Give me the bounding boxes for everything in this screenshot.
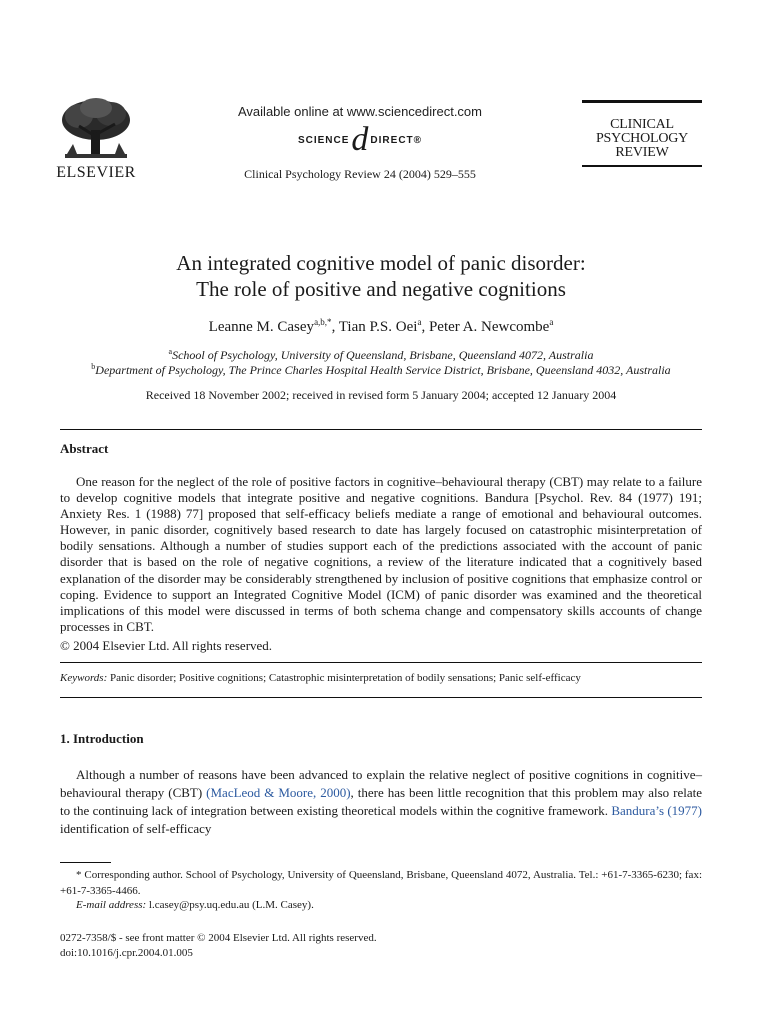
abstract-heading: Abstract <box>60 441 109 456</box>
sd-right-word: DIRECT® <box>370 134 423 146</box>
title-line: The role of positive and negative cognitions <box>196 277 566 301</box>
issn-line: 0272-7358/$ - see front matter © 2004 Elsevier Ltd. All rights reserved. <box>60 932 377 944</box>
paper-title <box>60 250 702 302</box>
journal-logo-line: REVIEW <box>615 145 669 160</box>
footnote-rule <box>60 862 111 863</box>
author-name: Tian P.S. Oei <box>338 319 418 335</box>
author-list: Leanne M. Casey$^{a,b,*}$, Tian P.S. Oei$^a$, Peter A. Newcombe$^a$ <box>208 317 554 335</box>
intro-text: identification of self-efficacy <box>60 821 212 836</box>
sciencedirect-logo <box>230 123 490 157</box>
abstract-copyright: © 2004 Elsevier Ltd. All rights reserved. <box>60 638 273 653</box>
journal-logo-line: PSYCHOLOGY <box>595 131 689 146</box>
elsevier-logo <box>56 96 136 182</box>
sd-mark-icon: d <box>351 121 369 158</box>
keywords-label: Keywords: <box>60 672 108 684</box>
divider <box>60 697 702 698</box>
sd-left-word: SCIENCE <box>297 134 350 146</box>
intro-text: , there has been little recognition that this problem may also relate to the continuing lack of integration between existing theoretical models within the cognitive framework. <box>60 785 703 818</box>
journal-logo-title <box>582 103 702 165</box>
divider <box>60 429 702 430</box>
author-sup[interactable]: a <box>549 317 554 327</box>
affiliation-text: School of Psychology, University of Queensland, Brisbane, Queensland 4072, Australia <box>172 348 594 362</box>
author-sup[interactable]: a <box>417 317 422 327</box>
affiliation-a <box>60 347 702 363</box>
available-online-text[interactable]: Available online at www.sciencedirect.com <box>238 104 482 119</box>
intro-text: Although a number of reasons have been advanced to explain the relative neglect of positive cognitions in cognitive–behavioural therapy (CBT) <box>60 767 702 800</box>
keywords <box>60 672 702 684</box>
section-heading: 1. Introduction <box>60 731 144 746</box>
elsevier-tree-icon <box>57 96 135 166</box>
title-line: An integrated cognitive model of panic disorder: <box>176 251 586 275</box>
keywords-list: Panic disorder; Positive cognitions; Catastrophic misinterpretation of bodily sensations; Panic self-efficacy <box>110 672 581 684</box>
citation-link[interactable]: Bandura’s (1977) <box>611 803 702 818</box>
author-name: Leanne M. Casey <box>208 319 315 335</box>
affiliation-b <box>60 362 702 378</box>
email-line <box>76 899 314 911</box>
journal-reference: Clinical Psychology Review 24 (2004) 529–555 <box>244 167 476 181</box>
sciencedirect-block <box>230 104 490 157</box>
journal-logo-bottom-rule <box>582 165 702 167</box>
received-dates: Received 18 November 2002; received in revised form 5 January 2004; accepted 12 January 2004 <box>145 388 617 402</box>
author-sup[interactable]: a,b,* <box>314 317 332 327</box>
journal-logo <box>582 100 702 167</box>
citation-link[interactable]: (MacLeod & Moore, 2000) <box>206 785 351 800</box>
affiliation-mark: a <box>168 347 173 356</box>
intro-paragraph <box>60 766 702 838</box>
email-label: E-mail address: <box>76 899 147 911</box>
divider <box>60 662 702 663</box>
corresponding-author-footnote: * Corresponding author. School of Psychology, University of Queensland, Brisbane, Queensland 4072, Australia. Tel.: +61-7-3365-6230; fax: +61-7-3365-4466. <box>60 869 702 897</box>
doi-line[interactable]: doi:10.1016/j.cpr.2004.01.005 <box>60 947 193 959</box>
journal-logo-line: CLINICAL <box>610 117 674 132</box>
affiliation-mark: b <box>91 362 96 371</box>
affiliation-text: Department of Psychology, The Prince Charles Hospital Health Service District, Brisbane, Queensland 4032, Australia <box>95 363 671 377</box>
author-name: Peter A. Newcombe <box>428 319 550 335</box>
elsevier-wordmark: ELSEVIER <box>56 164 136 181</box>
abstract-body: One reason for the neglect of the role of positive factors in cognitive–behavioural therapy (CBT) may relate to a failure to develop cognitive models that integrate positive and negative cognitions. Bandura [Psychol. Rev. 84 (1977) 191; Anxiety Res. 1 (1988) 77] proposed that self-efficacy beliefs mediate a range of emotional and behavioural outcomes. However, in panic disorder, cognitively based research to date has largely focused on catastrophic misinterpretation of bodily sensations. Although a number of studies support each of the predictions associated with the account of panic disorder that is based on the role of negative cognitions, a review of the literature indicated that a cognitively based explanation of the disorder may be considerably strengthened by inclusion of positive cognitions that emphasize control or coping. Evidence to support an Integrated Cognitive Model (ICM) of panic disorder was examined and the theoretical implications of this model were discussed in terms of both schema change and compensatory skills accounts of change processes in CBT. <box>60 474 702 634</box>
email-address[interactable]: l.casey@psy.uq.edu.au (L.M. Casey). <box>148 899 314 911</box>
